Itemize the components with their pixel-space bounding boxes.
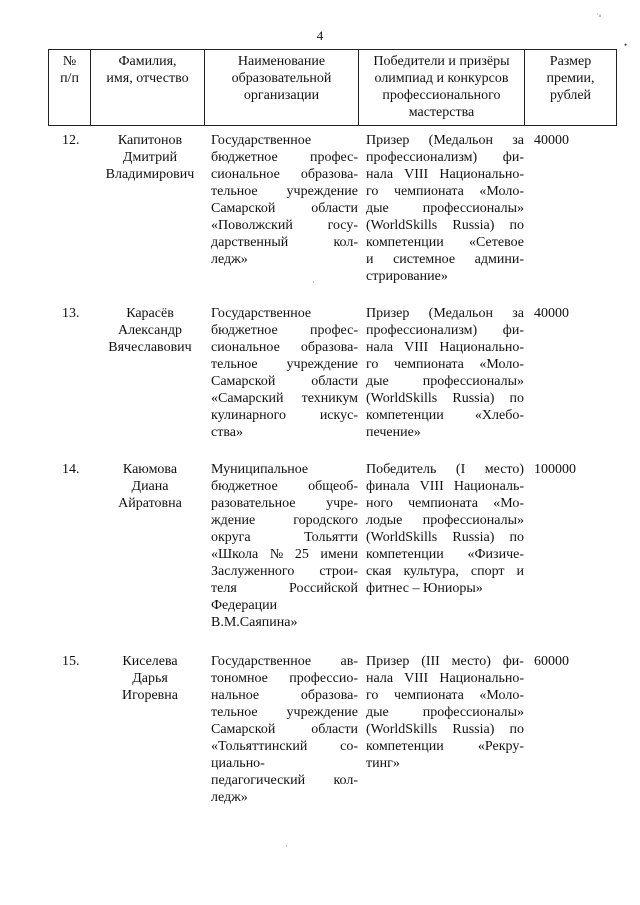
header-number: № п/п xyxy=(49,50,91,126)
row-organization: Муниципальное бюджетное общеоб- разовательное учре- ждение городского округа Тольятти «Школа № 25 имени Заслуженного строи- теля Российской Федерации В.М.Саяпина» xyxy=(211,462,358,630)
row-full-name: Киселева Дарья Игоревна xyxy=(121,654,179,703)
header-full-name: Фамилия, имя, отчество xyxy=(91,50,205,126)
row-full-name: Каюмова Диана Айратовна xyxy=(118,462,182,511)
row-organization: Государственное бюджетное профес- сиональное образова- тельное учреждение Самарской области «Поволжский госу- дарственный кол- ледж» xyxy=(211,133,358,267)
row-prize: 60000 xyxy=(534,654,569,669)
row-prize: 40000 xyxy=(534,133,569,148)
header-achievement: Победители и призёры олимпиад и конкурсов профессионального мастерства xyxy=(359,50,525,126)
row-number: 14. xyxy=(62,462,80,477)
header-row xyxy=(49,50,617,126)
table-header xyxy=(48,49,617,126)
header-prize: Размер премии, рублей xyxy=(525,50,617,126)
row-organization: Государственное бюджетное профес- сиональное образова- тельное учреждение Самарской области «Самарский техникум кулинарного искус- ства» xyxy=(211,306,358,440)
row-achievement: Призер (Медальон за профессионализм) фи- нала VIII Национально- го чемпионата «Моло- дые профессионалы» (WorldSkills Russia) по компетенции «Сетевое и системное админи- стрирование» xyxy=(366,133,524,284)
row-full-name: Карасёв Александр Вячеславович xyxy=(108,306,192,355)
row-achievement: Призер (Медальон за профессионализм) фи- нала VIII Национально- го чемпионата «Моло- дые профессионалы» (WorldSkills Russia) по компетенции «Хлебо- печение» xyxy=(366,306,524,440)
scan-speck: · xyxy=(285,842,288,851)
row-organization: Государственное ав- тономное профессио- нальное образова- тельное учреждение Самарской области «Тольяттинский со- циально- педагогический кол- ледж» xyxy=(211,654,358,805)
scan-speck: · xyxy=(312,278,315,287)
row-prize: 100000 xyxy=(534,462,576,477)
header-organization: Наименование образовательной организации xyxy=(205,50,359,126)
scan-corner-mark: ˙ᵃ xyxy=(596,12,601,21)
row-full-name: Капитонов Дмитрий Владимирович xyxy=(105,133,195,182)
row-number: 12. xyxy=(62,133,80,148)
scan-edge-mark: • xyxy=(624,40,628,50)
row-number: 13. xyxy=(62,306,80,321)
page-number: 4 xyxy=(316,28,324,43)
row-achievement: Призер (III место) фи- нала VIII Национально- го чемпионата «Моло- дые профессионалы» (WorldSkills Russia) по компетенции «Рекру- тинг» xyxy=(366,654,524,771)
row-achievement: Победитель (I место) финала VIII Националь- ного чемпионата «Мо- лодые профессионалы» (WorldSkills Russia) по компетенции «Физиче- ская культура, спорт и фитнес – Юниоры» xyxy=(366,462,524,596)
row-number: 15. xyxy=(62,654,80,669)
row-prize: 40000 xyxy=(534,306,569,321)
